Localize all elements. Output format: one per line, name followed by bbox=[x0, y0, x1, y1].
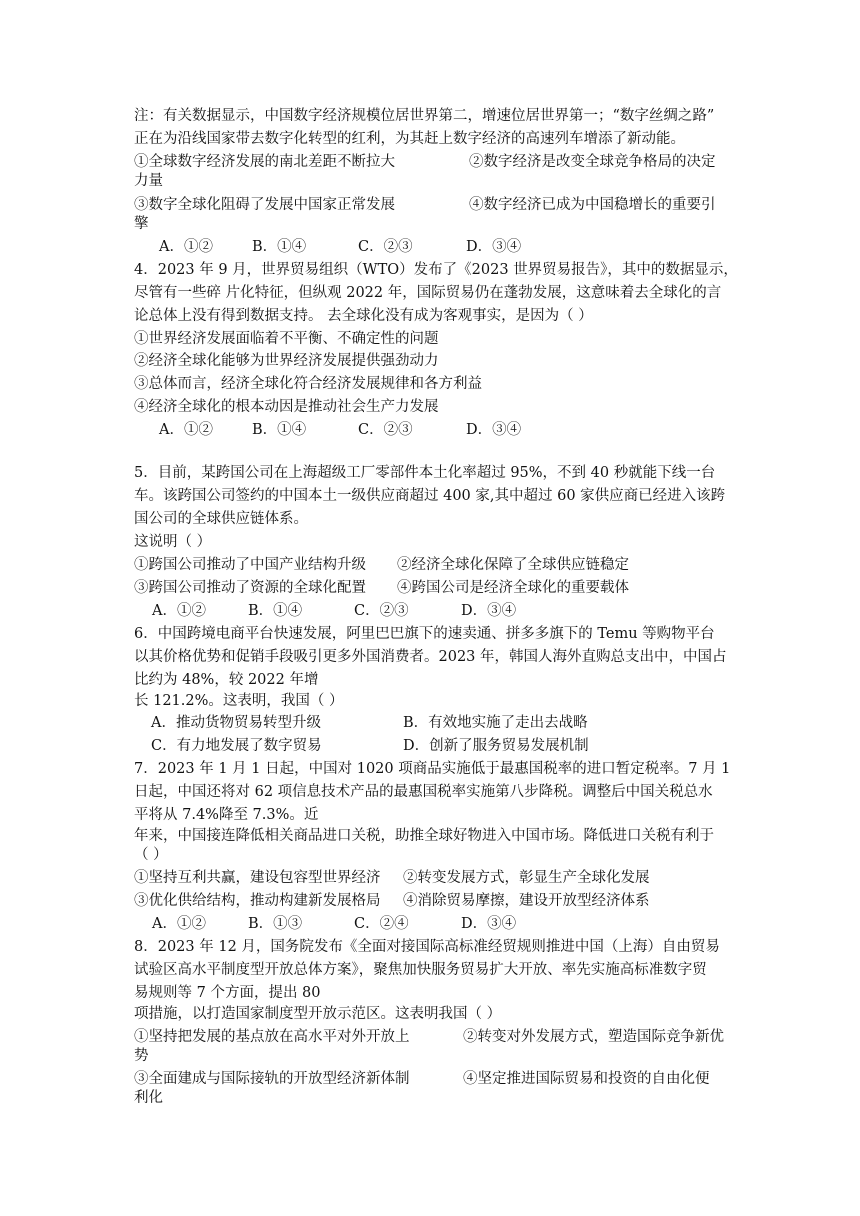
q6-stem-line-3: 比约为 48%，较 2022 年增 bbox=[134, 672, 319, 688]
q5-stem-line-2: 车。该跨国公司签约的中国本土一级供应商超过 400 家,其中超过 60 家供应商已经进入该跨 bbox=[134, 488, 726, 504]
q3-option-a[interactable]: A．①② bbox=[159, 239, 213, 255]
q3-option-b[interactable]: B．①④ bbox=[252, 239, 307, 255]
q7-option-a[interactable]: A．①② bbox=[152, 916, 206, 932]
q4-statement-3: ③总体而言，经济全球化符合经济发展规律和各方利益 bbox=[134, 376, 482, 392]
q4-statement-1: ①世界经济发展面临着不平衡、不确定性的问题 bbox=[134, 331, 439, 347]
q7-statement-1: ①坚持互利共赢，建设包容型世界经济 bbox=[134, 870, 381, 886]
q3-option-c[interactable]: C．②③ bbox=[358, 239, 413, 255]
q3-statement-2-wrap: 力量 bbox=[134, 173, 163, 189]
q7-stem-line-3: 平将从 7.4%降至 7.3%。近 bbox=[134, 807, 319, 823]
q8-stem-line-2: 试验区高水平制度型开放总体方案》，聚焦加快服务贸易扩大开放、率先实施高标准数字贸 bbox=[134, 962, 707, 978]
q5-stem-line-3: 国公司的全球供应链体系。 bbox=[134, 511, 308, 527]
q7-option-d[interactable]: D．③④ bbox=[461, 916, 517, 932]
q4-stem-line-2: 尽管有一些碎 片化特征，但纵观 2022 年，国际贸易仍在蓬勃发展，这意味着去全球化的言 bbox=[134, 285, 722, 301]
q7-statement-3: ③优化供给结构，推动构建新发展格局 bbox=[134, 893, 381, 909]
q5-statement-4: ④跨国公司是经济全球化的重要载体 bbox=[397, 580, 629, 596]
q5-statement-3: ③跨国公司推动了资源的全球化配置 bbox=[134, 580, 366, 596]
q4-option-b[interactable]: B．①④ bbox=[252, 422, 307, 438]
q7-option-b[interactable]: B．①③ bbox=[248, 916, 303, 932]
q7-stem-line-1: 7．2023 年 1 月 1 日起，中国对 1020 项商品实施低于最惠国税率的进口暂定税率。7 月 1 bbox=[134, 761, 731, 777]
note-line-2: 正在为沿线国家带去数字化转型的红利，为其赶上数字经济的高速列车增添了新动能。 bbox=[134, 131, 685, 147]
q7-statement-2: ②转变发展方式，彰显生产全球化发展 bbox=[403, 870, 650, 886]
q5-stem-line-4: 这说明（ ） bbox=[134, 534, 212, 550]
q3-option-d[interactable]: D．③④ bbox=[466, 239, 522, 255]
q5-statement-2: ②经济全球化保障了全球供应链稳定 bbox=[397, 557, 629, 573]
q5-stem-line-1: 5．目前，某跨国公司在上海超级工厂零部件本土化率超过 95%，不到 40 秒就能下线一台 bbox=[134, 465, 716, 481]
q6-option-c[interactable]: C．有力地发展了数字贸易 bbox=[151, 738, 322, 754]
q4-option-c[interactable]: C．②③ bbox=[358, 422, 413, 438]
q6-stem-line-4: 长 121.2%。这表明，我国（ ） bbox=[134, 693, 344, 709]
q8-statement-3: ③全面建成与国际接轨的开放型经济新体制 bbox=[134, 1071, 410, 1087]
q6-stem-line-2: 以其价格优势和促销手段吸引更多外国消费者。2023 年，韩国人海外直购总支出中，中国占 bbox=[134, 649, 727, 665]
q8-statement-4: ④坚定推进国际贸易和投资的自由化便 bbox=[463, 1071, 710, 1087]
q8-stem-line-3: 易规则等 7 个方面，提出 80 bbox=[134, 985, 321, 1001]
q7-statement-4: ④消除贸易摩擦，建设开放型经济体系 bbox=[403, 893, 650, 909]
q8-statement-1: ①坚持把发展的基点放在高水平对外开放上 bbox=[134, 1029, 410, 1045]
q7-option-c[interactable]: C．②④ bbox=[354, 916, 409, 932]
q4-option-a[interactable]: A．①② bbox=[159, 422, 213, 438]
q5-option-c[interactable]: C．②③ bbox=[354, 603, 409, 619]
q6-option-d[interactable]: D．创新了服务贸易发展机制 bbox=[403, 738, 589, 754]
q7-stem-line-5: （ ） bbox=[134, 847, 168, 863]
q6-option-b[interactable]: B．有效地实施了走出去战略 bbox=[403, 715, 588, 731]
q5-option-a[interactable]: A．①② bbox=[152, 603, 206, 619]
q7-stem-line-2: 日起，中国还将对 62 项信息技术产品的最惠国税率实施第八步降税。调整后中国关税总水 bbox=[134, 784, 713, 800]
q8-stem-line-1: 8．2023 年 12 月，国务院发布《全面对接国际高标准经贸规则推进中国（上海）自由贸易 bbox=[134, 939, 720, 955]
q8-statement-2-wrap: 势 bbox=[134, 1048, 149, 1064]
q4-option-d[interactable]: D．③④ bbox=[466, 422, 522, 438]
q4-stem-line-3: 论总体上没有得到数据支持。 去全球化没有成为客观事实，是因为（ ） bbox=[134, 308, 593, 324]
q3-statement-3: ③数字全球化阻碍了发展中国家正常发展 bbox=[134, 197, 395, 213]
q8-statement-4-wrap: 利化 bbox=[134, 1090, 163, 1106]
q8-statement-2: ②转变对外发展方式，塑造国际竞争新优 bbox=[463, 1029, 724, 1045]
q5-option-d[interactable]: D．③④ bbox=[461, 603, 517, 619]
q5-option-b[interactable]: B．①④ bbox=[248, 603, 303, 619]
q4-stem-line-1: 4．2023 年 9 月，世界贸易组织（WTO）发布了《2023 世界贸易报告》，其中的数据显示， bbox=[134, 262, 738, 278]
q3-statement-4-wrap: 擎 bbox=[134, 216, 149, 232]
q3-statement-2: ②数字经济是改变全球竞争格局的决定 bbox=[469, 154, 716, 170]
q4-statement-4: ④经济全球化的根本动因是推动社会生产力发展 bbox=[134, 399, 439, 415]
q8-stem-line-4: 项措施，以打造国家制度型开放示范区。这表明我国（ ） bbox=[134, 1006, 502, 1022]
q3-statement-1: ①全球数字经济发展的南北差距不断拉大 bbox=[134, 154, 395, 170]
q4-statement-2: ②经济全球化能够为世界经济发展提供强劲动力 bbox=[134, 353, 439, 369]
q6-option-a[interactable]: A．推动货物贸易转型升级 bbox=[151, 715, 321, 731]
note-line-1: 注：有关数据显示，中国数字经济规模位居世界第二，增速位居世界第一；“数字丝绸之路” bbox=[134, 108, 715, 124]
q5-statement-1: ①跨国公司推动了中国产业结构升级 bbox=[134, 557, 366, 573]
q7-stem-line-4: 年来，中国接连降低相关商品进口关税，助推全球好物进入中国市场。降低进口关税有利于 bbox=[134, 828, 714, 844]
q6-stem-line-1: 6．中国跨境电商平台快速发展，阿里巴巴旗下的速卖通、拼多多旗下的 Temu 等购物平台 bbox=[134, 626, 715, 642]
q3-statement-4: ④数字经济已成为中国稳增长的重要引 bbox=[469, 197, 716, 213]
